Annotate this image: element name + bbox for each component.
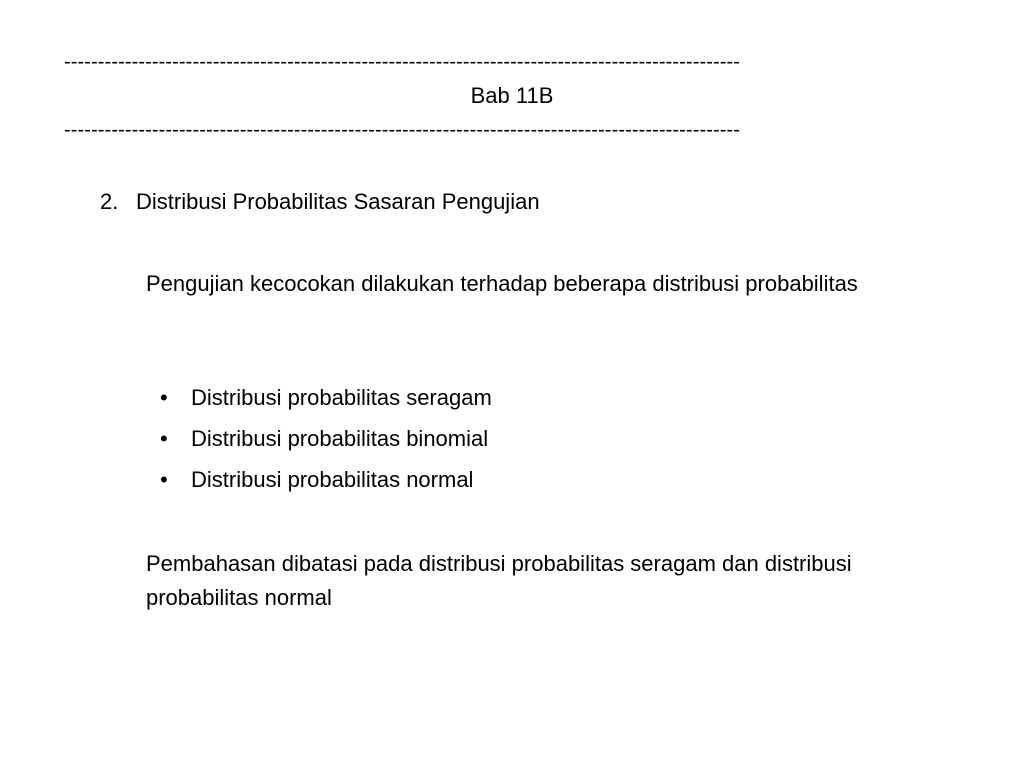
list-item-text: Distribusi probabilitas seragam bbox=[191, 385, 492, 410]
bottom-dashed-rule: ---------------------------------------------------------------------------------------------------- bbox=[64, 119, 741, 141]
closing-paragraph: Pembahasan dibatasi pada distribusi probabilitas seragam dan distribusi probabilitas normal bbox=[146, 551, 852, 610]
top-dashed-rule: ---------------------------------------------------------------------------------------------------- bbox=[64, 51, 741, 73]
list-item-text: Distribusi probabilitas binomial bbox=[191, 426, 489, 451]
section-title: Distribusi Probabilitas Sasaran Pengujian bbox=[136, 189, 540, 214]
bullet-icon: • bbox=[160, 385, 168, 410]
list-item-text: Distribusi probabilitas normal bbox=[191, 467, 474, 492]
distribution-list bbox=[160, 384, 492, 507]
chapter-title: Bab 11B bbox=[470, 83, 554, 108]
intro-paragraph: Pengujian kecocokan dilakukan terhadap beberapa distribusi probabilitas bbox=[146, 271, 858, 296]
list-item bbox=[160, 384, 492, 425]
list-item bbox=[160, 466, 492, 507]
bullet-icon: • bbox=[160, 426, 168, 451]
section-heading bbox=[100, 188, 540, 216]
bullet-icon: • bbox=[160, 467, 168, 492]
list-item bbox=[160, 425, 492, 466]
section-number: 2. bbox=[100, 189, 119, 214]
